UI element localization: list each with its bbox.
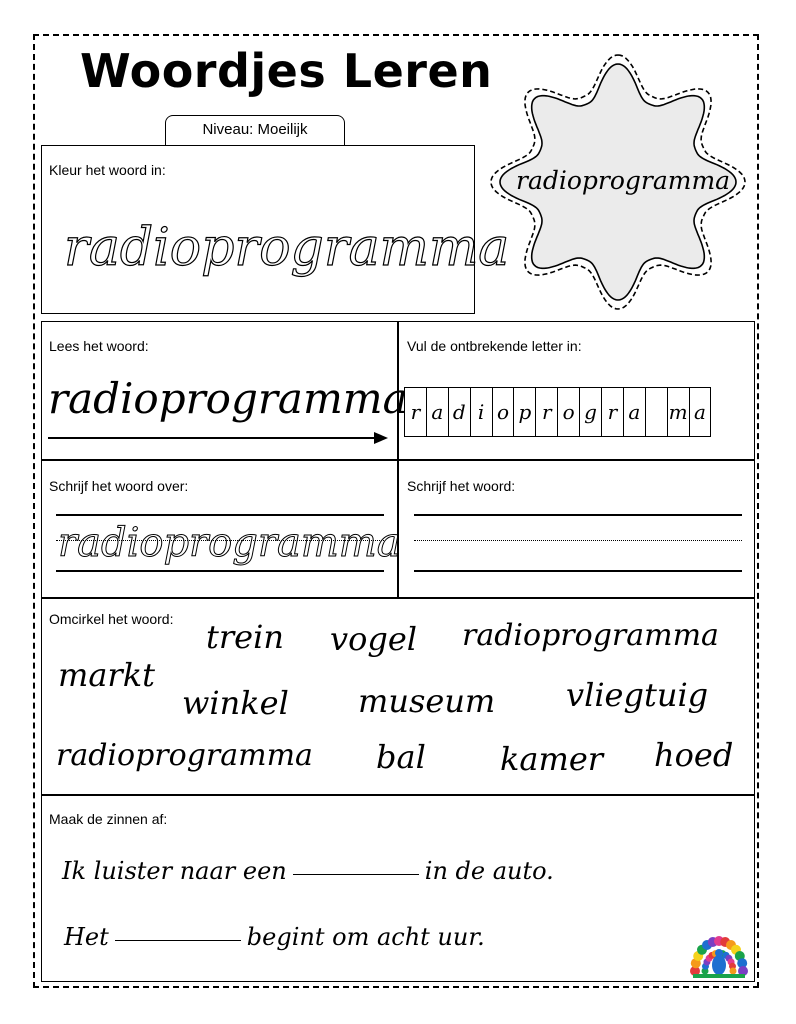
middle-dotted-line [414,540,742,541]
missing-letter-box [397,321,755,461]
letter-cell: r [535,387,558,437]
trace-word-label: Schrijf het woord over: [49,478,189,494]
letter-cell: p [513,387,536,437]
top-line [56,514,384,516]
sentence-2 [64,923,485,951]
letter-cell: m [667,387,690,437]
word-option[interactable]: markt [58,656,155,694]
write-word-box [397,459,755,599]
feather-dot [730,968,737,975]
sentence-2-blank[interactable] [115,940,241,941]
word-option[interactable]: trein [206,618,284,656]
write-word-label: Schrijf het woord: [407,478,516,494]
word-option[interactable]: vliegtuig [566,676,709,714]
level-tab: Niveau: Moeilijk [165,115,345,145]
letter-cell: g [579,387,602,437]
sentence-1 [62,857,554,885]
write-lines[interactable] [414,512,742,574]
letter-grid [405,387,711,437]
word-option[interactable]: radioprogramma [56,738,313,773]
base-line [56,570,384,572]
letter-cell: a [689,387,712,437]
missing-letter-label: Vul de ontbrekende letter in: [407,338,582,354]
sentences-box [41,794,755,982]
sentence-1-blank[interactable] [293,874,419,875]
word-option[interactable]: museum [358,682,496,720]
word-option[interactable]: vogel [330,620,417,658]
letter-cell: d [448,387,471,437]
badge-word: radioprogramma [516,166,731,195]
letter-cell: r [601,387,624,437]
circle-word-box [41,597,755,796]
sentence-2-start: Het [64,923,109,951]
outline-word: radioprogramma [64,218,510,278]
word-option[interactable]: kamer [500,740,604,778]
letter-cell: o [492,387,515,437]
word-option[interactable]: bal [376,738,426,776]
read-word-box [41,321,408,461]
letter-cell: a [623,387,646,437]
reading-arrow-icon [46,430,391,446]
top-line [414,514,742,516]
sentences-label: Maak de zinnen af: [49,811,168,827]
word-option[interactable]: winkel [182,684,289,722]
letter-cell: r [404,387,427,437]
trace-word-box [41,459,399,599]
word-option[interactable]: hoed [654,736,734,774]
word-option[interactable]: radioprogramma [462,618,719,653]
letter-cell: i [470,387,493,437]
trace-word: radioprogramma [58,520,401,566]
trace-lines[interactable] [56,512,401,574]
letter-cell: o [557,387,580,437]
circle-word-label: Omcirkel het woord: [49,611,174,627]
letter-cell: a [426,387,449,437]
sentence-2-end: begint om acht uur. [246,923,485,951]
page-title: Woordjes Leren [80,44,493,98]
base-line [414,570,742,572]
sentence-1-start: Ik luister naar een [62,857,287,885]
color-word-box [41,145,510,314]
peacock-logo-icon [687,931,751,979]
missing-letter-input[interactable] [645,387,668,437]
read-word-label: Lees het woord: [49,338,149,354]
read-word: radioprogramma [48,374,408,423]
sentence-1-end: in de auto. [424,857,554,885]
color-word-label: Kleur het woord in: [49,162,166,178]
